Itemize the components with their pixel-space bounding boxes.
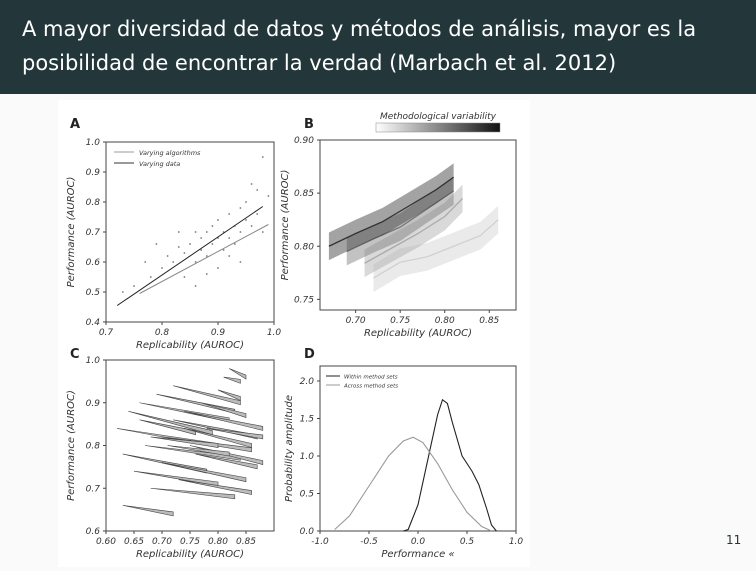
x-axis-label-a: Replicability (AUROC) — [135, 340, 245, 351]
figure-panel — [58, 100, 530, 567]
y-tick-label-a: 1.0 — [85, 138, 100, 148]
slide-header — [0, 0, 756, 94]
scatter-point — [217, 267, 219, 269]
y-tick-label-a: 0.4 — [85, 318, 100, 328]
legend-label: Varying algorithms — [139, 149, 201, 157]
x-tick-label-c: 0.60 — [95, 537, 117, 547]
y-tick-label-b: 0.90 — [293, 136, 314, 146]
y-tick-label-c: 0.7 — [85, 484, 100, 495]
y-tick-label-d: 0.0 — [299, 527, 314, 537]
scatter-point — [240, 207, 242, 209]
y-axis-label-d: Probability amplitude — [284, 395, 295, 502]
y-tick-label-c: 1.0 — [85, 356, 100, 366]
x-tick-label-c: 0.65 — [123, 537, 145, 547]
panel-label-a: A — [70, 117, 81, 132]
scatter-point — [122, 291, 124, 293]
scatter-point — [184, 276, 186, 278]
scatter-point — [206, 273, 208, 275]
x-tick-label-b: 0.70 — [345, 316, 366, 326]
scatter-point — [240, 261, 242, 263]
scatter-point — [228, 213, 230, 215]
panel-label-c: C — [70, 347, 80, 362]
scatter-point — [150, 276, 152, 278]
y-axis-label-b: Performance (AUROC) — [280, 169, 291, 281]
y-tick-label-b: 0.75 — [293, 295, 314, 306]
y-axis-label-c: Performance (AUROC) — [66, 390, 77, 501]
scatter-point — [240, 231, 242, 233]
x-tick-label-b: 0.80 — [434, 316, 455, 326]
scatter-point — [251, 225, 253, 227]
plot-frame-d — [320, 366, 516, 531]
y-tick-label-b: 0.85 — [293, 189, 314, 200]
scatter-point — [228, 237, 230, 239]
scatter-point — [172, 261, 174, 263]
y-tick-label-a: 0.5 — [85, 288, 100, 298]
y-tick-label-c: 0.8 — [85, 441, 100, 452]
y-tick-label-a: 0.7 — [85, 228, 100, 238]
scatter-point — [256, 213, 258, 215]
panel-label-d: D — [304, 347, 315, 362]
scatter-point — [184, 252, 186, 254]
colorbar — [376, 123, 500, 132]
scatter-point — [178, 231, 180, 233]
scatter-point — [178, 246, 180, 248]
figure-svg — [58, 100, 530, 567]
y-tick-label-d: 1.5 — [299, 414, 314, 425]
y-tick-label-b: 0.80 — [293, 242, 314, 253]
legend-label: Across method sets — [344, 383, 399, 390]
panel-label-b: B — [304, 117, 314, 132]
x-tick-label-d: 1.0 — [508, 537, 524, 547]
x-tick-label-d: 0.5 — [459, 537, 475, 547]
scatter-point — [262, 156, 264, 158]
scatter-point — [200, 237, 202, 239]
scatter-point — [156, 243, 158, 245]
y-axis-label-a: Performance (AUROC) — [66, 176, 77, 288]
x-tick-label-c: 0.75 — [179, 537, 201, 547]
scatter-point — [189, 243, 191, 245]
x-axis-label-c: Replicability (AUROC) — [135, 549, 245, 560]
y-tick-label-c: 0.9 — [85, 398, 100, 409]
scatter-point — [144, 261, 146, 263]
y-tick-label-d: 1.0 — [299, 452, 314, 462]
slide-title: A mayor diversidad de datos y métodos de análisis, mayor es la posibilidad de encontrar la verdad (Marbach et al. 2012) — [22, 17, 697, 75]
scatter-point — [195, 231, 197, 233]
y-tick-label-a: 0.6 — [85, 258, 100, 268]
scatter-point — [217, 219, 219, 221]
scatter-point — [245, 201, 247, 203]
x-axis-label-d: Performance « — [381, 549, 455, 560]
x-tick-label-a: 0.8 — [154, 328, 170, 338]
scatter-point — [212, 243, 214, 245]
y-tick-label-a: 0.9 — [85, 168, 100, 178]
x-tick-label-b: 0.75 — [390, 316, 411, 326]
scatter-point — [167, 255, 169, 257]
scatter-point — [245, 219, 247, 221]
x-axis-label-b: Replicability (AUROC) — [363, 328, 473, 339]
x-tick-label-d: -1.0 — [311, 537, 329, 547]
x-tick-label-a: 1.0 — [266, 328, 282, 338]
scatter-point — [262, 231, 264, 233]
scatter-point — [256, 189, 258, 191]
x-tick-label-c: 0.80 — [207, 537, 229, 547]
scatter-point — [212, 225, 214, 227]
x-tick-label-b: 0.85 — [479, 316, 500, 326]
y-tick-label-d: 2.0 — [299, 377, 314, 387]
x-tick-label-d: -0.5 — [360, 537, 378, 547]
scatter-point — [251, 183, 253, 185]
y-tick-label-c: 0.6 — [85, 527, 100, 537]
scatter-point — [228, 255, 230, 257]
y-tick-label-a: 0.8 — [85, 198, 100, 208]
scatter-point — [206, 231, 208, 233]
legend-label: Varying data — [139, 160, 181, 168]
scatter-point — [133, 285, 135, 287]
x-tick-label-a: 0.7 — [98, 328, 114, 338]
plot-frame-a — [106, 142, 274, 322]
x-tick-label-d: 0.0 — [410, 537, 426, 547]
x-tick-label-c: 0.85 — [235, 537, 257, 547]
scatter-point — [268, 195, 270, 197]
legend-label: Within method sets — [344, 374, 398, 381]
scatter-point — [195, 285, 197, 287]
page-number: 11 — [726, 533, 742, 547]
x-tick-label-c: 0.70 — [151, 537, 173, 547]
x-tick-label-a: 0.9 — [210, 328, 226, 338]
y-tick-label-d: 0.5 — [299, 489, 314, 500]
scatter-point — [161, 267, 163, 269]
colorbar-label: Methodological variability — [380, 112, 496, 122]
